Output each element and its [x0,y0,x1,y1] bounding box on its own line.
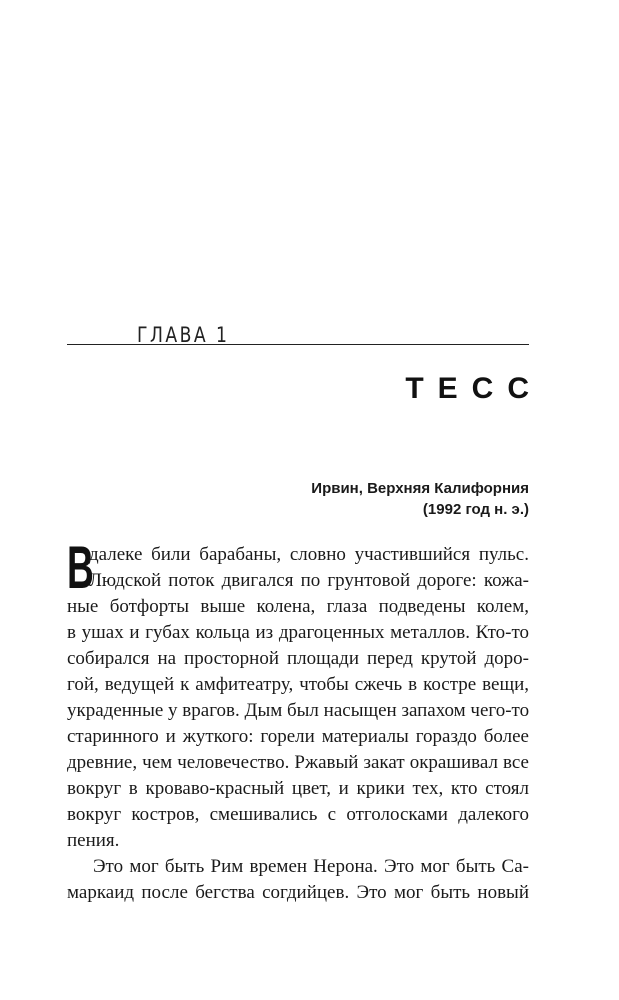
chapter-rule [67,344,529,345]
text-line: вокруг в кроваво-красный цвет, и крики тех, кто стоял [67,778,529,799]
text-line: Людской поток двигался по грунтовой дороге: кожа- [89,570,529,591]
text-line: древние, чем человечество. Ржавый закат окрашивал все [67,752,529,773]
epigraph-year: (1992 год н. э.) [422,501,529,518]
epigraph-place: Ирвин, Верхняя Калифорния [311,480,529,497]
text-line: пения. [67,830,120,851]
text-line: в ушах и губах кольца из драгоценных металлов. Кто-то [67,622,529,643]
text-line: маркаид после бегства согдийцев. Это мог быть новый [67,882,529,903]
dropcap: В [67,534,94,601]
text-line: далеке били барабаны, словно участившийся пульс. [89,544,529,565]
text-line: вокруг костров, смешивались с отголосками далекого [67,804,529,825]
body-text [67,534,530,906]
text-line: старинного и жуткого: горели материалы гораздо более [67,726,529,747]
chapter-label: ГЛАВА 1 [137,323,230,347]
text-line: гой, ведущей к амфитеатру, чтобы сжечь в костре вещи, [67,674,529,695]
chapter-title: ТЕСС [405,372,543,405]
epigraph [311,478,529,520]
text-line: ные ботфорты выше колена, глаза подведены колем, [67,596,529,617]
text-line: собирался на просторной площади перед крутой доро- [67,648,529,669]
text-line: украденные у врагов. Дым был насыщен запахом чего-то [67,700,530,721]
text-line: Это мог быть Рим времен Нерона. Это мог быть Са- [93,856,529,877]
